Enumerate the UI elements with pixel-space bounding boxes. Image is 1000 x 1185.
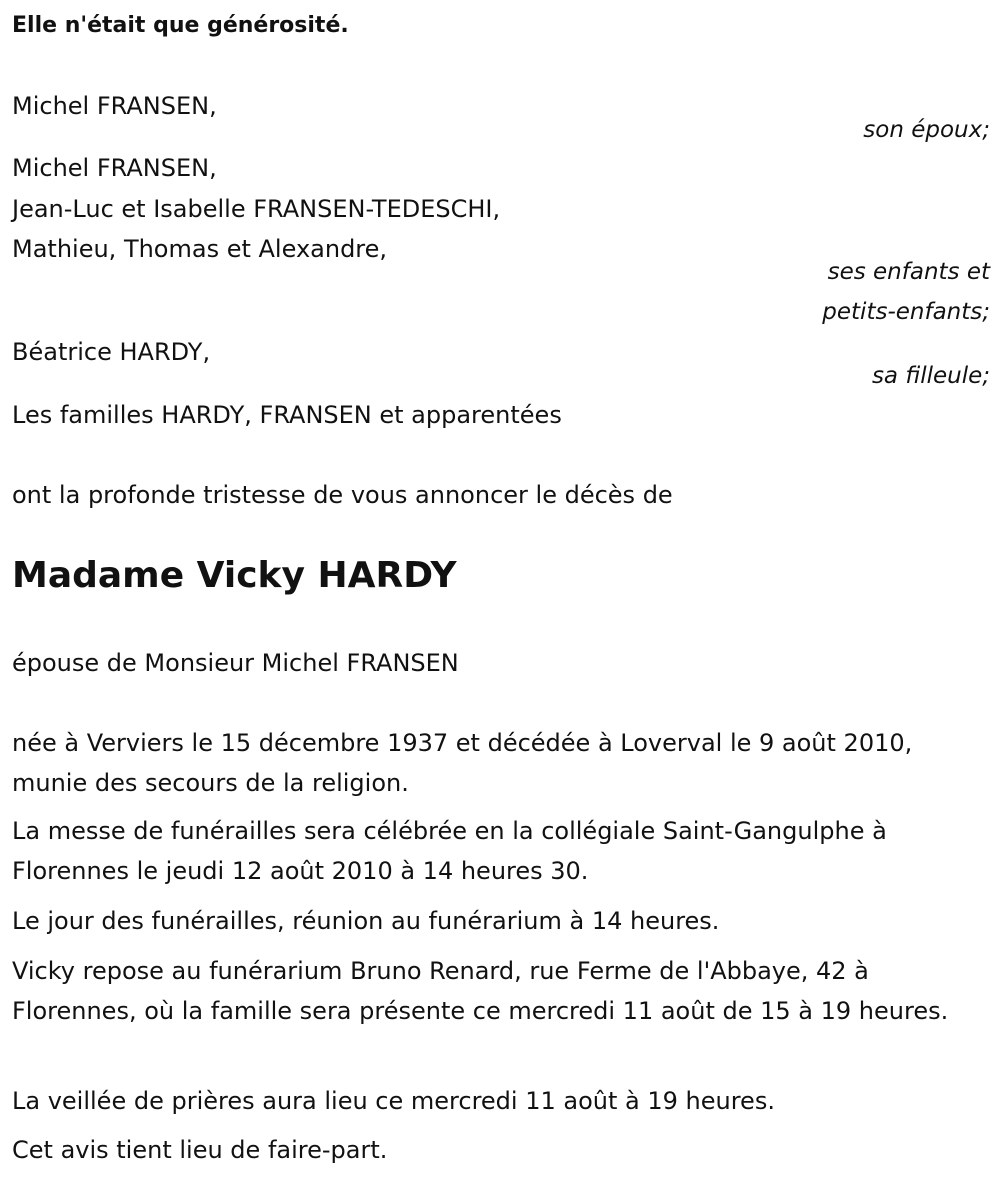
family-line: Jean-Luc et Isabelle FRANSEN-TEDESCHI, <box>12 195 501 223</box>
paragraph-funeral-mass: La messe de funérailles sera célébrée en la collégiale Saint-Gangulphe à Florennes le jeudi 12 août 2010 à 14 heures 30. <box>12 817 887 885</box>
family-line: Michel FRANSEN, <box>12 154 217 182</box>
announcement: ont la profonde tristesse de vous annoncer le décès de <box>12 481 673 509</box>
relation-label: ses enfants et <box>827 259 990 285</box>
paragraph-vigil: La veillée de prières aura lieu ce mercredi 11 août à 19 heures. <box>12 1087 775 1115</box>
relation-label: sa filleule; <box>871 363 990 389</box>
family-line: Michel FRANSEN, <box>12 92 217 120</box>
family-line: Béatrice HARDY, <box>12 338 211 366</box>
family-line: Mathieu, Thomas et Alexandre, <box>12 235 388 263</box>
relation-label: petits-enfants; <box>822 299 990 325</box>
motto: Elle n'était que générosité. <box>12 13 349 38</box>
paragraph-visitation: Vicky repose au funérarium Bruno Renard, rue Ferme de l'Abbaye, 42 à Florennes, où la famille sera présente ce mercredi 11 août de 15 à 19 heures. <box>12 957 949 1025</box>
paragraph-notice: Cet avis tient lieu de faire-part. <box>12 1136 388 1164</box>
relation-label: son époux; <box>863 117 990 143</box>
deceased-name: Madame Vicky HARDY <box>12 555 457 596</box>
spouse-line: épouse de Monsieur Michel FRANSEN <box>12 649 459 677</box>
paragraph-birth-death: née à Verviers le 15 décembre 1937 et décédée à Loverval le 9 août 2010, munie des secours de la religion. <box>12 729 913 797</box>
family-line: Les familles HARDY, FRANSEN et apparentées <box>12 401 562 429</box>
paragraph-gathering: Le jour des funérailles, réunion au funérarium à 14 heures. <box>12 907 720 935</box>
